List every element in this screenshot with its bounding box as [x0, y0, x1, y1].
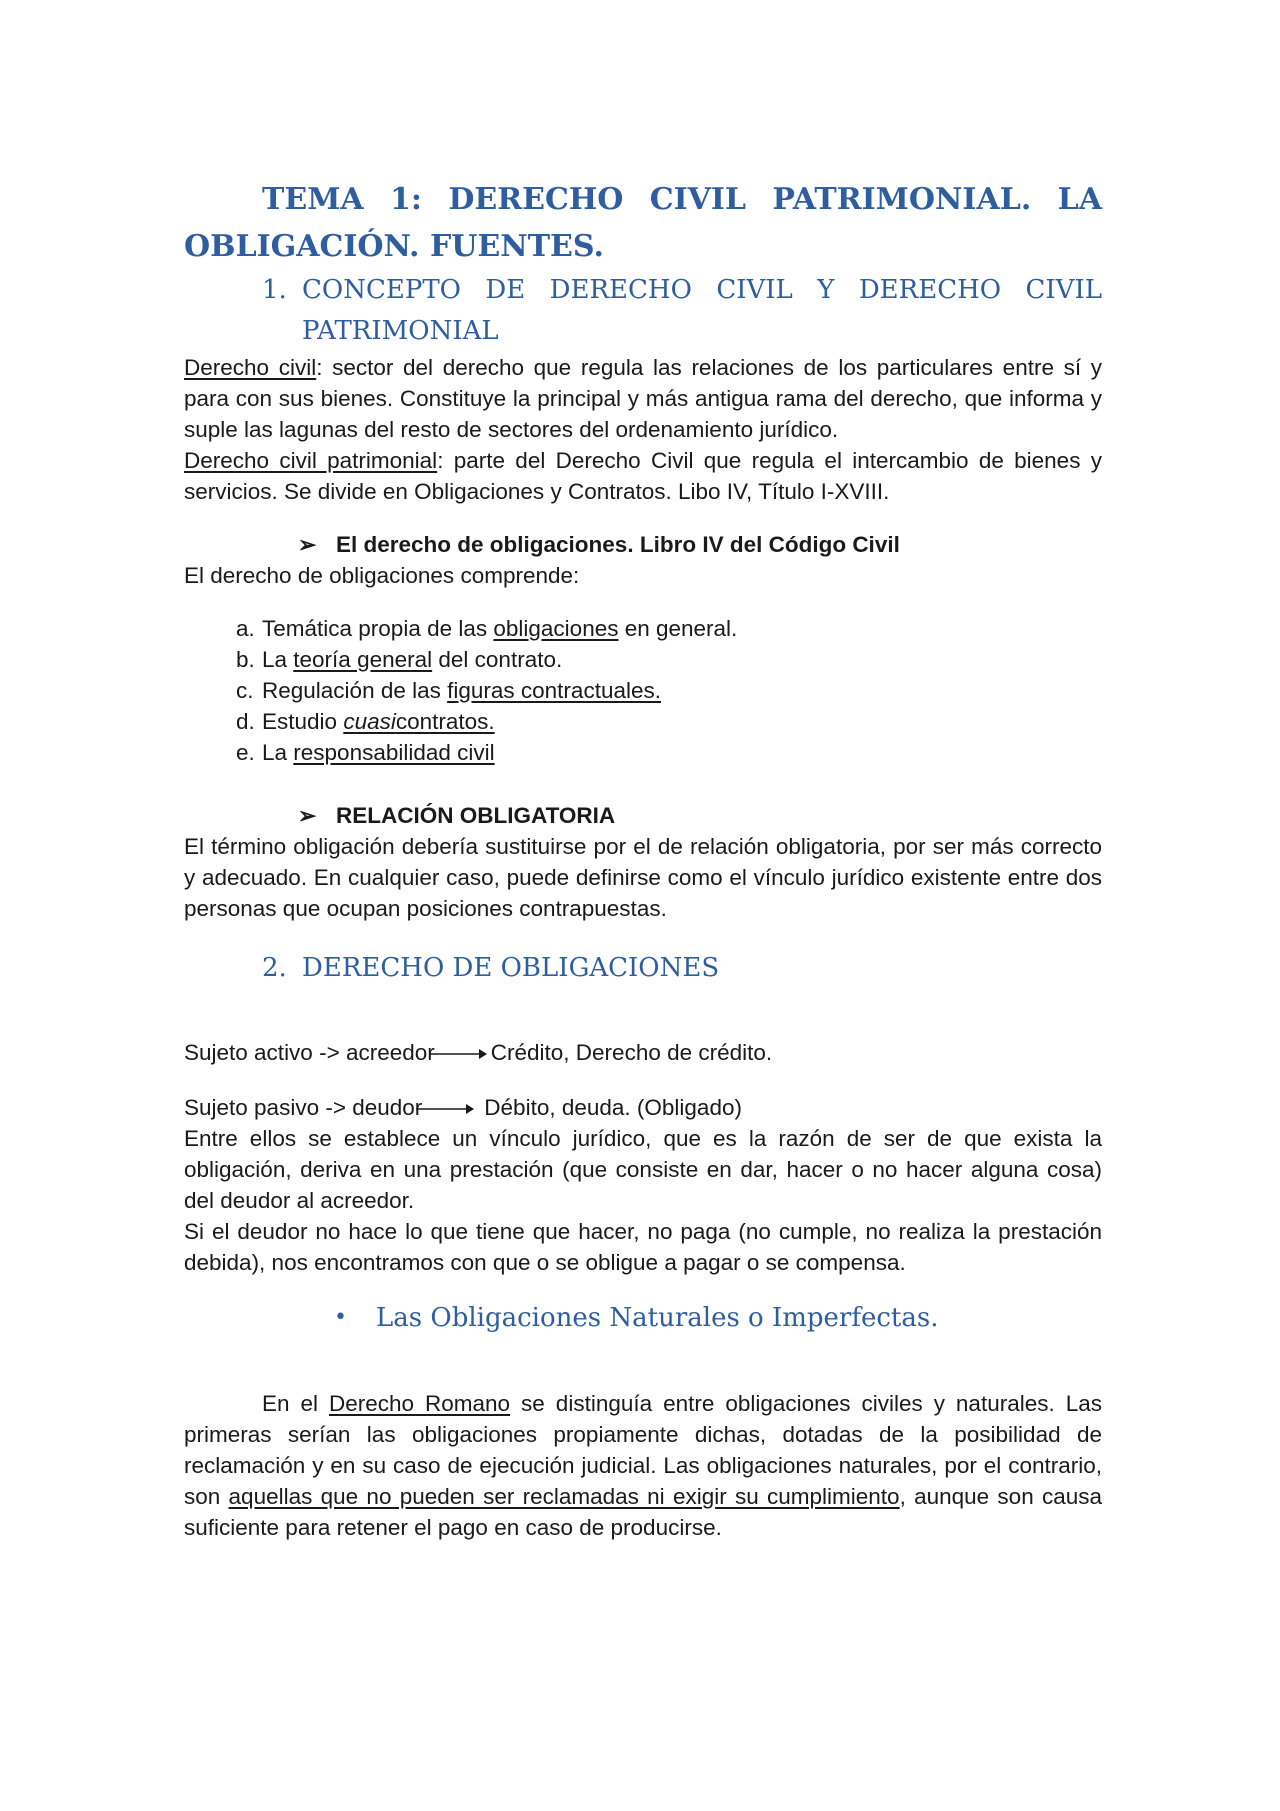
arrow-bullet-icon: ➢ — [298, 532, 317, 557]
subheading-derecho-obligaciones: ➢ El derecho de obligaciones. Libro IV del Código Civil — [298, 529, 1102, 560]
list-item: a. Temática propia de las obligaciones en general. — [236, 616, 738, 641]
section-2-number: 2. — [262, 953, 287, 983]
section-2-title: DERECHO DE OBLIGACIONES — [302, 953, 720, 983]
section-2-heading — [184, 948, 1102, 989]
obligaciones-list — [184, 613, 1102, 768]
paragraph-deudor: Si el deudor no hace lo que tiene que hacer, no paga (no cumple, no realiza la prestación debida), nos encontramos con que o se obligue a pagar o se compensa. — [184, 1219, 1102, 1275]
document-body — [184, 176, 1102, 1543]
right-arrow-icon — [416, 1101, 474, 1115]
paragraph-derecho-civil-patrimonial: Derecho civil patrimonial: parte del Derecho Civil que regula el intercambio de bienes y servicios. Se divide en Obligaciones y Contratos. Libo IV, Título I-XVIII. — [184, 448, 1102, 504]
right-arrow-icon — [429, 1046, 487, 1060]
paragraph-relacion-obligatoria: El término obligación debería sustituirse por el de relación obligatoria, por ser más correcto y adecuado. En cualquier caso, puede definirse como el vínculo jurídico existente entre dos personas que ocupan posiciones contrapuestas. — [184, 834, 1102, 921]
page-title: TEMA 1: DERECHO CIVIL PATRIMONIAL. LA OBLIGACIÓN. FUENTES. — [184, 182, 1102, 264]
term-derecho-civil: Derecho civil — [184, 355, 317, 380]
paragraph-comprende: El derecho de obligaciones comprende: — [184, 563, 580, 588]
paragraph-obligaciones-naturales: En el Derecho Romano se distinguía entre obligaciones civiles y naturales. Las primeras serían las obligaciones propiamente dichas, dotadas de la posibilidad de reclamación y en su caso de ejecución judicial. Las obligaciones naturales, por el contrario, son aquellas que no pueden ser reclamadas ni exigir su cumplimiento, aunque son causa suficiente para retener el pago en caso de producirse. — [184, 1391, 1103, 1540]
term-derecho-civil-patrimonial: Derecho civil patrimonial — [184, 448, 438, 473]
section-1-title: CONCEPTO DE DERECHO CIVIL Y DERECHO CIVIL PATRIMONIAL — [302, 275, 1102, 346]
sujeto-pasivo-line: Sujeto pasivo -> deudor Débito, deuda. (Obligado) — [184, 1095, 742, 1120]
sujeto-activo-line: Sujeto activo -> acreedor Crédito, Derecho de crédito. — [184, 1040, 773, 1065]
subheading-relacion-obligatoria: ➢ RELACIÓN OBLIGATORIA — [298, 800, 1102, 831]
list-item: b. La teoría general del contrato. — [236, 647, 563, 672]
bullet-icon: • — [334, 1305, 347, 1330]
list-item: e. La responsabilidad civil — [236, 740, 495, 765]
paragraph-derecho-civil: Derecho civil: sector del derecho que regula las relaciones de los particulares entre sí y para con sus bienes. Constituye la principal y más antigua rama del derecho, que informa y suple las lagunas del resto de sectores del ordenamiento jurídico. — [184, 355, 1103, 442]
section-1-number: 1. — [262, 275, 287, 305]
subheading-obligaciones-naturales: • Las Obligaciones Naturales o Imperfectas. — [334, 1298, 1102, 1338]
list-item: d. Estudio cuasicontratos. — [236, 709, 495, 734]
arrow-bullet-icon: ➢ — [298, 803, 317, 828]
section-1-heading — [184, 270, 1102, 352]
paragraph-vinculo: Entre ellos se establece un vínculo jurídico, que es la razón de ser de que exista la obligación, deriva en una prestación (que consiste en dar, hacer o no hacer alguna cosa) del deudor al acreedor. — [184, 1126, 1102, 1213]
list-item: c. Regulación de las figuras contractuales. — [236, 678, 661, 703]
